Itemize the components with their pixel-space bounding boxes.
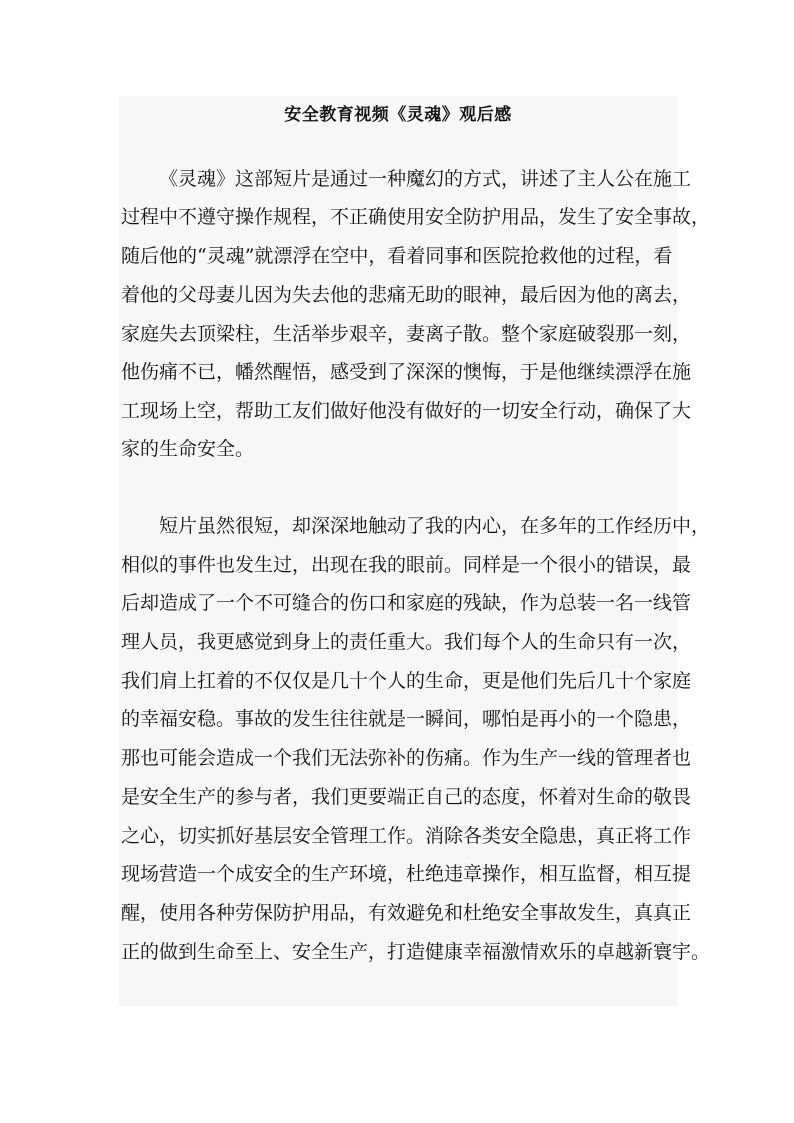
paragraph-2-line-7: 那也可能会造成一个我们无法弥补的伤痛。作为生产一线的管理者也 — [121, 747, 692, 769]
paragraph-2-line-11: 醒，使用各种劳保防护用品，有效避免和杜绝安全事故发生，真真正 — [121, 902, 692, 924]
paragraph-2-line-1: 短片虽然很短，却深深地触动了我的内心，在多年的工作经历中， — [159, 515, 711, 537]
paragraph-2-line-10: 现场营造一个成安全的生产环境，杜绝违章操作，相互监督，相互提 — [121, 863, 692, 885]
paragraph-1-line-4: 着他的父母妻儿因为失去他的悲痛无助的眼神，最后因为他的离去， — [121, 284, 692, 306]
paragraph-1-line-5: 家庭失去顶梁柱，生活举步艰辛，妻离子散。整个家庭破裂那一刻， — [121, 323, 692, 345]
paragraph-2-line-9: 之心，切实抓好基层安全管理工作。消除各类安全隐患，真正将工作 — [121, 825, 692, 847]
paragraph-1-line-2: 过程中不遵守操作规程，不正确使用安全防护用品，发生了安全事故， — [121, 206, 711, 228]
paragraph-2-line-2: 相似的事件也发生过，出现在我的眼前。同样是一个很小的错误，最 — [121, 554, 692, 576]
document-title: 安全教育视频《灵魂》观后感 — [284, 105, 512, 125]
paragraph-2-line-12: 正的做到生命至上、安全生产，打造健康幸福激情欢乐的卓越新寰宇。 — [121, 941, 711, 963]
paragraph-1-line-8: 家的生命安全。 — [121, 438, 255, 460]
document-page — [119, 96, 711, 1006]
paragraph-2-line-4: 理人员，我更感觉到身上的责任重大。我们每个人的生命只有一次， — [121, 631, 692, 653]
paragraph-1-line-1: 《灵魂》这部短片是通过一种魔幻的方式，讲述了主人公在施工 — [159, 168, 692, 190]
paragraph-2-line-3: 后却造成了一个不可缝合的伤口和家庭的残缺，作为总装一名一线管 — [121, 592, 692, 614]
paragraph-1-line-3: 随后他的“灵魂”就漂浮在空中，看着同事和医院抢救他的过程，看 — [121, 245, 673, 267]
paragraph-1-line-6: 他伤痛不已，幡然醒悟，感受到了深深的懊悔，于是他继续漂浮在施 — [121, 361, 692, 383]
paragraph-2-line-8: 是安全生产的参与者，我们更要端正自己的态度，怀着对生命的敬畏 — [121, 786, 692, 808]
paragraph-2-line-6: 的幸福安稳。事故的发生往往就是一瞬间，哪怕是再小的一个隐患， — [121, 708, 692, 730]
paragraph-2-line-5: 我们肩上扛着的不仅仅是几十个人的生命，更是他们先后几十个家庭 — [121, 670, 692, 692]
paragraph-1-line-7: 工现场上空，帮助工友们做好他没有做好的一切安全行动，确保了大 — [121, 400, 692, 422]
